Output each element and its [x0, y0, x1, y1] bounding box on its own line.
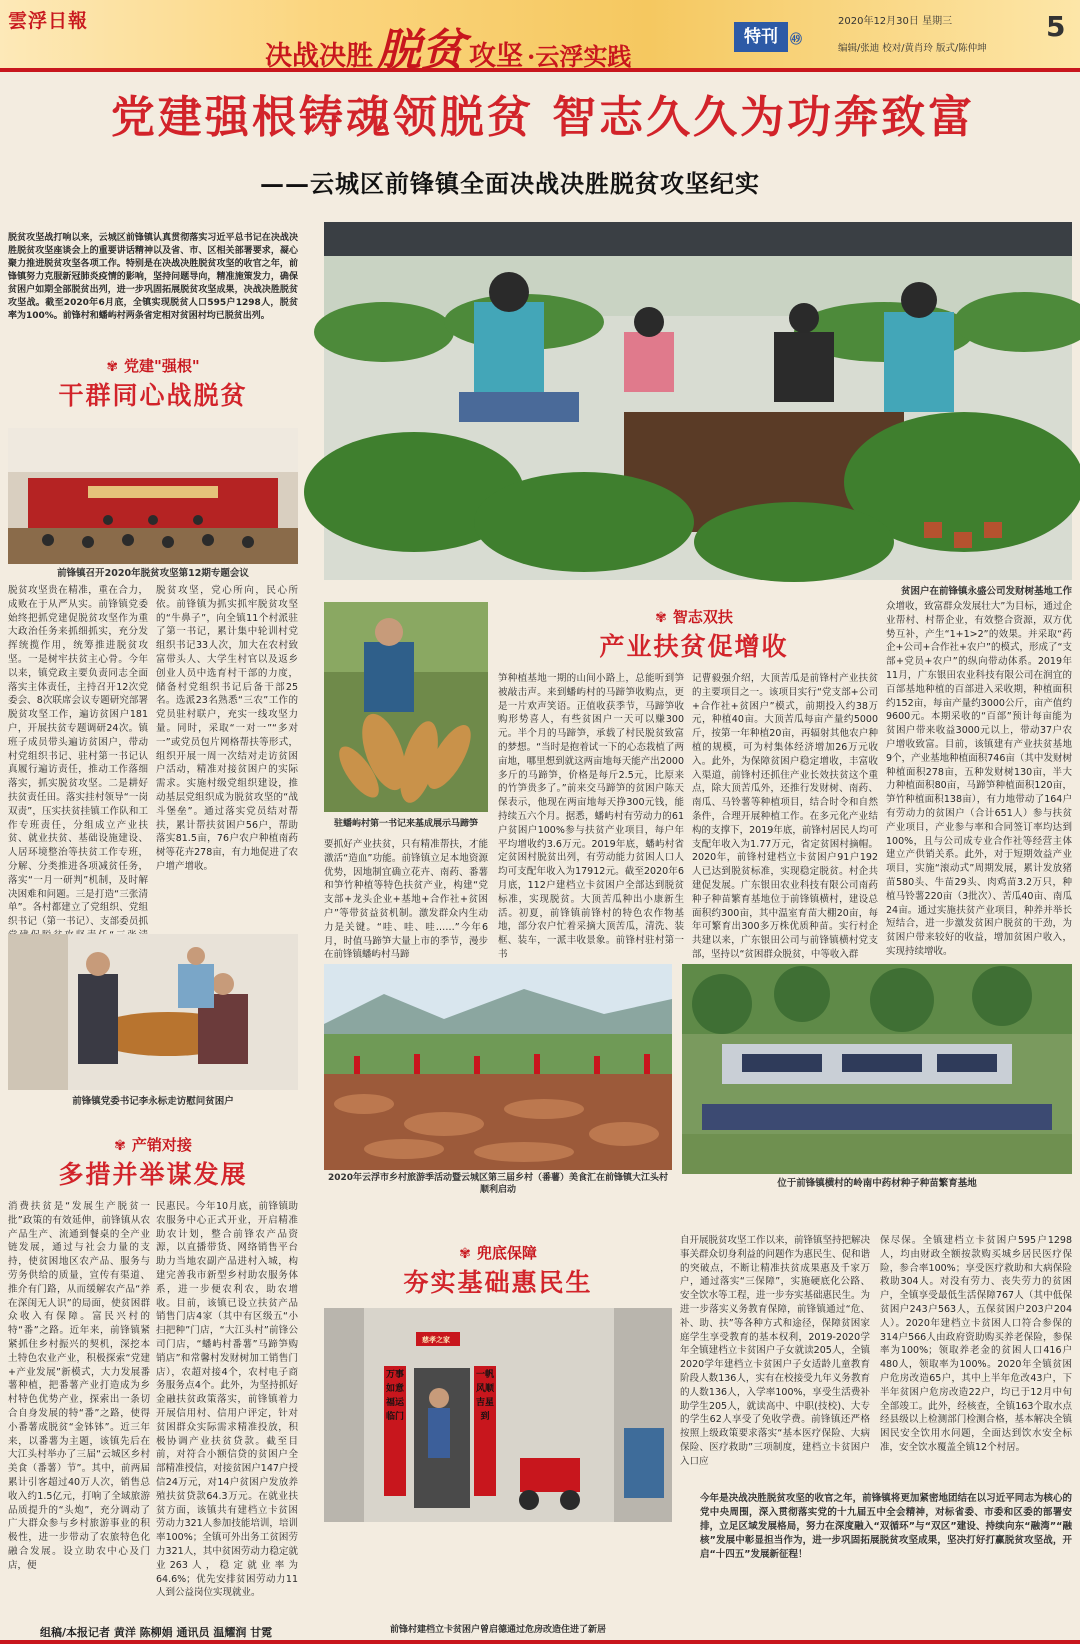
section2-body-d: 众增收，致富群众发展壮大”为目标，通过企业帮村、村帮企业，有效整合资源，双方优势互补，产生“1+1>2”的效果。并采取“药企+公司+合作社+农户”的模式，形成了“支部+党员+农户”的纵向带动体系。2019年11月，广东银田农业科技有限公司在润宜的百部基地种植的百部进入采收期，种植面积约152亩，每亩产量约3000公斤，亩产值约9600元。本期采收的“百部”预计每亩能为贫困户带来收益3000元以上，带动37户农户增收致富。目前，该镇建有产业扶贫基地9个，产业基地种植面积746亩（其中发财树种植面积278亩，五种发财树130亩，半大力种植面积80亩，马蹄笋种植面积120亩，笋竹种植面积138亩），有力地带动了164户有劳动力的贫困户（合计651人）参与扶贫产业项目，产业参与率和合同签订率均达到100%，且与公司成专业合作社等经营主体建立产供销关系。此外，对于短期效益产业项目，实施“滚动式”周期发展，累计发放猪苗580头、牛苗29头、肉鸡苗3.2万只，种植马铃薯220亩（3批次）、苦瓜40亩、南瓜24亩。通过实施扶贫产业项目，种养并举长短结合，进一步激发贫困户脱贫的干劲，为贫困户带来较好的收益，增加贫困户收入，实现持续增收。 [886, 601, 1072, 957]
section4-title: 夯实基础惠民生 [403, 1268, 593, 1297]
section4-tag: ✾ 兜底保障 [459, 1244, 537, 1262]
visit-photo-caption: 前锋镇党委书记李永标走访慰问贫困户 [72, 1096, 234, 1107]
section3-tag: ✾ 产销对接 [114, 1136, 192, 1154]
visit-photo [8, 934, 298, 1090]
cassava-photo [324, 602, 488, 812]
intro-paragraph: 脱贫攻坚战打响以来，云城区前锋镇认真贯彻落实习近平总书记在决战决胜脱贫攻坚座谈会上的重要讲话精神以及省、市、区相关部署要求，凝心聚力推进脱贫攻坚各项工作。特别是在决战决胜脱贫攻坚的收官之年，前锋镇努力克服新冠肺炎疫情的影响，坚持问题导向，精准施策发力，确保贫困户如期全部脱贫出列，进一步巩固拓展脱贫攻坚成果，决战决胜脱贫攻坚战。截至2020年6月底，全镇实现脱贫人口595户1298人，脱贫率为100%。前锋村和蟠屿村两条省定相对贫困村均已脱贫出列。 [8, 233, 298, 321]
newspaper-logo: 雲浮日報 [8, 10, 89, 32]
couplet-left: 万事如意福运临门 [386, 1370, 405, 1422]
headline: 党建强根铸魂领脱贫 智志久久为功奔致富 [110, 92, 976, 143]
new-house-photo [324, 1308, 672, 1522]
subheadline: ——云城区前锋镇全面决战决胜脱贫攻坚纪实 [260, 169, 760, 198]
section3-body-left: 消费扶贫是“发展生产脱贫一批”政策的有效延伸，前锋镇从农产品生产、流通到餐桌的全产业链发展，通过与社会力量的支持，使贫困地区农产品、服务与劳务供给的质量，宣传有渠道、推介有门路，从而缓解农产品“养在深闺无人识”的局面，使贫困群众收入有保障。富民兴村的特“番”之路。近年来，前锋镇紧紧抓住乡村振兴的契机，深挖本土特色农业产业，积极探索“党建+产业发展”新模式，大力发展番薯种植，把番薯产业打造成为乡村特色优势产业，探索出一条切合自身发展的特“番”之路，使得小番薯成脱贫“金钵钵”。近三年来，以番薯为主题，该镇先后在大江头村举办了三届“云城区乡村美食（番薯）节”。其中，前两届累计引客超过40万人次，销售总收入约1.5亿元，打响了全域旅游品质提升的“头炮”，充分调动了广大群众参与乡村旅游事业的积极性，进一步带动了农旅特色化融合发展。设立助农中心及门店，便 [8, 1201, 150, 1571]
reporter-credits: 组稿/本报记者 黄洋 陈柳娟 通讯员 温耀润 甘霓 [40, 1626, 273, 1639]
cassava-photo-caption: 驻蟠屿村第一书记来基成展示马蹄笋 [333, 819, 478, 829]
door-sign: 慈孝之家 [422, 1336, 450, 1344]
section3-title: 多措并举谋发展 [58, 1160, 248, 1189]
seed-base-photo [682, 964, 1072, 1174]
closing-paragraph: 今年是决战决胜脱贫攻坚的收官之年，前锋镇将更加紧密地团结在以习近平同志为核心的党中央周围，深入贯彻落实党的十九届五中全会精神，对标省委、市委和区委的部署安排，立足区域发展格局，努力在深度融入“双循环”与“双区”建设、持续向东“融湾”“融核”发展中彰显担当作为，进一步巩固拓展脱贫攻坚成果，坚决打好打赢脱贫攻坚战，开启“十四五”发展新征程！ [700, 1493, 1072, 1560]
section2-body-a: 要抓好产业扶贫，只有精准帮扶，才能激活“造血”功能。前锋镇立足本地资源优势，因地制宜确立花卉、南药、番薯和笋竹种植等特色扶贫产业，构建“党支部+龙头企业+基地+合作社+贫困户”等带贫益贫机制。激发群众内生动力是关键。“哇、哇、哇……”今年6月，时值马蹄笋大量上市的季节，漫步在前锋镇蟠屿村马蹄 [324, 839, 488, 961]
banner-part-3: 攻坚 [469, 41, 523, 72]
dateline: 2020年12月30日 星期三 [838, 16, 953, 27]
seed-base-photo-caption: 位于前锋镇横村的岭南中药材种子种苗繁育基地 [777, 1178, 977, 1189]
main-photo-caption: 贫困户在前锋镇永盛公司发财树基地工作 [900, 586, 1072, 597]
section1-tag: ✾ 党建"强根" [106, 357, 200, 375]
banner-part-4: ·云浮实践 [527, 42, 632, 71]
festival-photo [324, 964, 672, 1170]
section1-body-left: 脱贫攻坚贵在精准，重在合力，成败在于从严从实。前锋镇党委始终把抓党建促脱贫攻坚作为重大政治任务来抓细抓实，充分发挥统揽作用，统筹推进脱贫攻坚。一是树牢扶贫主心骨。今年以来，镇党政主要负责同志全面落实主体责任，主持召开12次党委会、8次联席会议专题研究部署脱贫攻坚工作，遍访贫困户181户，开展扶贫专题调研24次。镇班子成员带头遍访贫困户，带动村党组织书记、驻村第一书记认真履行遍访责任，推动工作落细落实，抓实脱贫攻坚。二是耕好扶贫责任田。落实挂村领导“一岗双责”，压实扶贫挂镇工作队和工作专班责任，分组成立产业扶贫、就业扶贫、基础设施建设、人居环境整治等扶贫工作专班，分解、分类推进各项减贫任务，落实“一月一研判”机制，及时解决困难和问题。三是打造“三张清单”。各村都建立了党组织、党组织书记（第一书记）、支部委员抓 [8, 585, 148, 928]
flower-icon: ✾ [114, 1138, 126, 1154]
banner-part-1: 决战决胜 [265, 41, 373, 72]
special-issue-badge: 特刊 [734, 22, 788, 52]
flower-icon: ✾ [459, 1246, 471, 1262]
meeting-photo [8, 428, 298, 564]
couplet-right: 一帆风顺吉星到 [476, 1370, 495, 1422]
festival-photo-caption: 2020年云浮市乡村旅游季活动暨云城区第三届乡村（番薯）美食汇在前锋镇大江头村顺利启动 [327, 1173, 669, 1195]
issue-number: ㊾ [790, 32, 803, 46]
flower-icon: ✾ [106, 359, 119, 375]
main-nursery-photo [324, 222, 1072, 580]
section1-title: 干群同心战脱贫 [58, 381, 248, 410]
meeting-photo-caption: 前锋镇召开2020年脱贫攻坚第12期专题会议 [57, 568, 249, 579]
section3-body-right: 民惠民。今年10月底，前锋镇助农服务中心正式开业，开启精准助农计划，整合前锋农产品资源，以直播带货、网络销售平台助力当地农副产品进村入城，构建完善我市新型乡村助农服务体系，进一步便农利农，助农增收。目前，该镇已设立扶贫产品销售门店4家（其中有区级五“小扫把种”门店，“大江头村”前锋公司门店，“蟠屿村番薯”马蹄笋购销店”和常馨村发财树加工销售门店），农超对接4个，农村电子商务服务点4个。此外，为坚持抓好金融扶贫政策落实，前锋镇着力开展信用村、信用户评定，针对贫困群众实际需求精准投放，积极协调产业扶贫贷款。截至目前，对符合小额信贷的贫困户全部精准授信，对接贫困户147户授信24万元，对14户贫困户发放养殖扶贫贷款64.3万元。在就业扶贫方面，该镇共有建档立卡贫困劳动力321人参加技能培训，培训率100%；全镇可外出务工贫困劳力321人，其中贫困劳动力稳定就业263人，稳定就业率为64.6%；优先安排贫困劳动力11人到公益岗位实现就业。 [156, 1201, 298, 1599]
section2-title: 产业扶贫促增收 [599, 632, 789, 661]
flower-icon: ✾ [655, 610, 667, 626]
banner-part-2: 脱贫 [377, 25, 465, 76]
section1-body-right: 脱贫攻坚，党心所向，民心所依。前锋镇为抓实抓牢脱贫攻坚的“牛鼻子”，向全镇11个村派驻了第一书记，累计集中轮训村党组织书记33人次，加大在农村致富带头人、大学生村官以及返乡创业人员中选育村干部的力度，储备村党组织书记后备干部25名。选派23名熟悉“三农”工作的党员驻村联户，充实一线攻坚力量。同时，采取“一对一”“多对一”或党员包片网格帮扶等形式，组织开展一周一次结对走访贫困户活动，精准对接贫困户的实际需求。实施村级党组织建设，推动基层党组织成为脱贫攻坚的“战斗堡垒”。通过落实党员结对帮扶，累计帮扶贫困户56户，帮助落实81.5亩，76户农户种植南药树等花卉278亩，有力地促进了农户增产增收。 [156, 585, 298, 872]
special-banner [265, 14, 632, 76]
new-house-photo-caption: 前锋村建档立卡贫困户曾启德通过危房改造住进了新居 [389, 1625, 606, 1635]
section2-tag: ✾ 智志双扶 [655, 608, 733, 626]
section2-body-c: 记曹毅强介绍，大顶苦瓜是前锋村产业扶贫的主要项目之一。该项目实行“党支部+公司+合作社+贫困户”模式，前期投入约38万元，种植40亩。大顶苦瓜每亩产量约5000斤，按第一年种植20亩，再辐射其他农户种植的规模，可为村集体经济增加26万元收入。此外，为保障贫困户稳定增收，丰富收入渠道，前锋村还抓住产业长效扶贫这个重点，除大顶苦瓜外，还推行发财树、南药、南瓜、马铃薯等种植项目，结合时令和自然条件，合理开展种植工作。在多元化产业结构的支撑下，2019年底，前锋村居民人均可支配年收入为1.77万元，省定贫困村摘帽。2020年，前锋村建档立卡贫困户91户192人已达到脱贫标准，实现稳定脱贫。村企共建促发展。广东银田农业科技有限公司南药种子种苗繁育基地位于前锋镇横村，建设总面积约300亩，其中温室育苗大棚20亩，每年可繁育出300多万株优质种苗。实行村企共建以来，广东银田公司与前锋镇横村党支部，坚持以“贫困群众脱贫，中等收入群 [692, 673, 878, 960]
section4-body-a: 自开展脱贫攻坚工作以来，前锋镇坚持把解决事关群众切身利益的问题作为惠民生、促和谐的突破点，不断让精准扶贫成果惠及千家万户，通过落实“三保障”，实施硬底化公路、安全饮水等工程，进一步夯实基础惠民生。为进一步落实义务教育保障，前锋镇通过“危、补、助、扶”等各种方式和途径，保障贫困家庭学生享受教育的基本权利，2019-2020学年全镇建档立卡贫困户子女就读205人，全镇2020学年建档立卡贫困户子女适龄儿童教育阶段人数136人，实有在校接受九年义务教育的人数136人，入学率100%，享受生活费补助学生205人，就读高中、中职(技校)、大专的学生62人享受了免收学费。前锋镇还严格按照上级政策要求落实“基本医疗保险、大病保险、医疗救助”三项制度，建档立卡贫困户入口应 [680, 1235, 871, 1467]
section4-body-b: 保尽保。全镇建档立卡贫困户595户1298人，均由财政全额按款购买城乡居民医疗保险，参合率100%；享受医疗救助和大病保险救助304人。对没有劳力、丧失劳力的贫困户，全镇享受最低生活保障767人（其中低保贫困户243户563人，五保贫困户203户204人）。2020年建档立卡贫困人口符合参保的314户566人由政府资助购买养老保险，参保率为100%；领取养老金的贫困人口416户480人，领取率为100%。2020年全镇贫困户危房改造65户，其中上半年危改43户，下半年贫困户危房改造22户，均已于12月中旬全部竣工。此外，经核查，全镇163个取水点经县级以上检测部门检测合格，基本解决全镇困民安全饮用水问题，全面达到饮水安全标准，安全饮水覆盖全镇12个村居。 [880, 1235, 1072, 1453]
editor-credits: 编辑/张迪 校对/黄肖玲 版式/陈仲坤 [838, 43, 987, 54]
masthead [0, 0, 1080, 76]
section2-body-b: 笋种植基地一期的山间小路上，总能听到笋被敲击声。来到蟠屿村的马蹄笋收购点，更是一片欢声笑语。正值收获季节，马蹄笋收购形势喜人，有些贫困户一天可以赚300元。半个月的马蹄笋，承载了村民脱贫致富的梦想。“当时是抱着试一下的心态栽植了两亩地，哪里想到就这两亩地每天能产出2000多斤的马蹄笋，价格是每斤2.5元，比原来的竹笋贵多了。”前来交马蹄笋的贫困户陈天保表示，他现在两亩地每天挣300元钱，能持续五六个月。据悉，蟠屿村有劳动力的61户贫困户100%参与扶贫产业项目，每户年平均增收约3.6万元。2019年底，蟠屿村省定贫困村脱贫出列，有劳动能力贫困人口人均可支配年收入为17912元。截至2020年6月底，112户建档立卡贫困户全部达到脱贫标准，实现脱贫。大顶苦瓜种出小康新生活。初夏，前锋镇前锋村的特色农作物基地，部分农户忙着采摘大顶苦瓜，清洗、装框、装车，一派丰收景象。前锋村驻村第一书 [498, 673, 684, 960]
page-number: 5 [1046, 10, 1066, 43]
footer-rule [0, 1640, 1080, 1644]
